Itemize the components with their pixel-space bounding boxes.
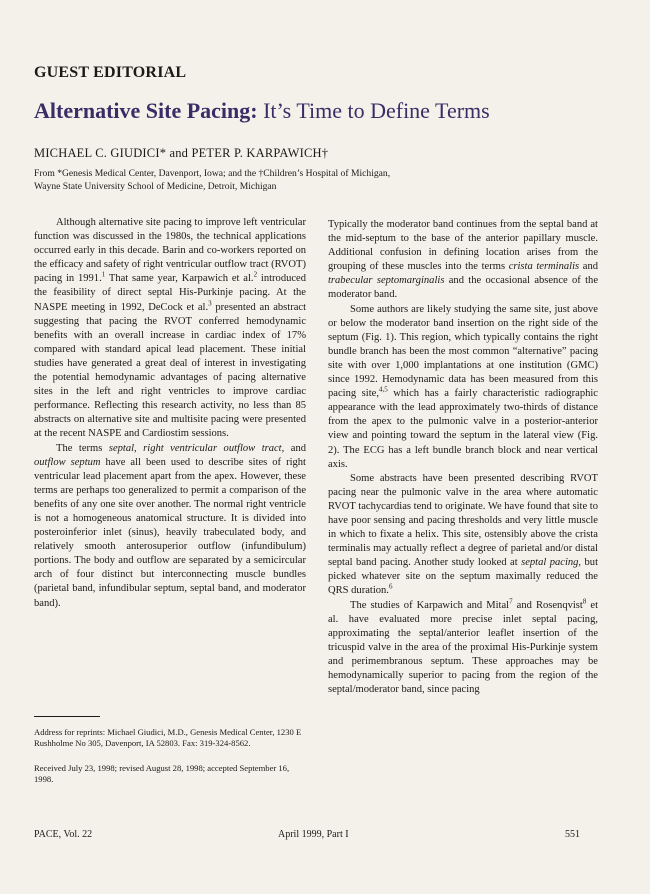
section-label: GUEST EDITORIAL	[34, 64, 187, 81]
footnote-received: Received July 23, 1998; revised August 28, 1998; accepted September 16, 1998.	[34, 763, 290, 784]
left-column	[34, 216, 306, 611]
footer-issue: April 1999, Part I	[278, 829, 349, 840]
affiliation-line-2: Wayne State University School of Medicine, Detroit, Michigan	[34, 180, 277, 192]
right-paragraph-2: Some authors are likely studying the same site, just above or below the moderator band insertion on the right side of the septum (Fig. 1). This region, which typically contains the right bundle branch has been the most common “alternative” pacing site with over 1,000 implantations at one institution (GMC) since 1992. Hemodynamic data has been measured from this pacing site,$^{4,5}$ which has a fairly characteristic radiographic appearance with the lead approximately two-thirds of distance from the apex to the pulmonic valve in a posterior-anterior view and pointing toward the septum in the lateral view (Fig. 2). The ECG has a left bundle branch block and near vertical axis.	[328, 303, 598, 470]
title-rest: It’s Time to Define Terms	[257, 98, 490, 123]
footer-page-number: 551	[565, 829, 580, 840]
left-paragraph-1: Although alternative site pacing to improve left ventricular function was discussed in the 1980s, the technical applications occurred early in this decade. Barin and co-workers reported on the efficacy and safety of right ventricular outflow tract (RVOT) pacing in 1991.$^1$ That same year, Karpawich et al.$^2$ introduced the feasibility of direct septal His-Purkinje pacing. At the NASPE meeting in 1992, DeCock et al.$^3$ presented an abstract suggesting that pacing the RVOT conferred hemodynamic benefits with an overall increase in cardiac index of 17% compared with standard apical lead placement. These initial studies have generated a great deal of interest in investigating the potential hemodynamic advantages of pacing alternative sites in the left and right ventricles to improve cardiac performance. Reflecting this research activity, no less than 85 abstracts on alternative site and multisite pacing were presented at the recent NASPE and Cardiostim sessions.	[34, 217, 307, 440]
footnote-divider	[34, 716, 100, 717]
right-paragraph-3: Some abstracts have been presented describing RVOT pacing near the pulmonic valve in the area where automatic RVOT tachycardias tend to originate. We have found that site to have poor sensing and pacing thresholds and very little muscle in which to fixate a helix. This site, ostensibly above the crista terminalis may actually reflect a degree of parietal and/or distal septal band pacing. Another study looked at septal pacing, but picked whatever site on the septum maximally reduced the QRS duration.$^6$	[328, 472, 599, 597]
footer-journal: PACE, Vol. 22	[34, 829, 93, 840]
left-paragraph-2: The terms septal, right ventricular outflow tract, and outflow septum have all been used to describe sites of right ventricular lead placement apart from the apex. However, these terms are perhaps too generalized to permit a comparison of the benefits of any one site over another. The normal right ventricle is not a homogeneous anatomical structure. It is divided into posteroinferior inlet (sinus), heavily trabeculated body, and relatively smooth anterosuperior outflow (infundibulum) portions. The body and outflow are separated by a semicircular arch of four distinct but interconnecting muscle bundles (parietal band, infundibular septum, septal band, and moderator band).	[34, 442, 306, 609]
right-column	[328, 218, 598, 697]
affiliation-line-1: From *Genesis Medical Center, Davenport, Iowa; and the †Children’s Hospital of Michigan,	[34, 168, 391, 179]
footnote-reprints: Address for reprints: Michael Giudici, M.D., Genesis Medical Center, 1230 E Rushholme No 305, Davenport, IA 52803. Fax: 319-324-8562.	[34, 727, 302, 748]
article-title	[34, 98, 490, 124]
affiliation	[34, 168, 390, 193]
right-paragraph-1: Typically the moderator band continues from the septal band at the mid-septum to the base of the anterior papillary muscle. Additional confusion in defining location arises from the grouping of these muscles into the terms crista terminalis and trabecular septomarginalis and the occasional absence of the moderator band.	[328, 219, 598, 301]
authors: MICHAEL C. GIUDICI* and PETER P. KARPAWICH†	[34, 146, 329, 160]
right-paragraph-4: The studies of Karpawich and Mital$^7$ and Rosenqvist$^8$ et al. have evaluated more precise inlet septal pacing, approximating the septal/anterior leaflet insertion of the tricuspid valve in the area of the proximal His-Purkinje system and perimembranous septum. These approaches may be hemodynamically superior to pacing from the region of the septal/moderator band, since pacing	[328, 597, 598, 696]
title-bold-part: Alternative Site Pacing:	[34, 98, 258, 123]
